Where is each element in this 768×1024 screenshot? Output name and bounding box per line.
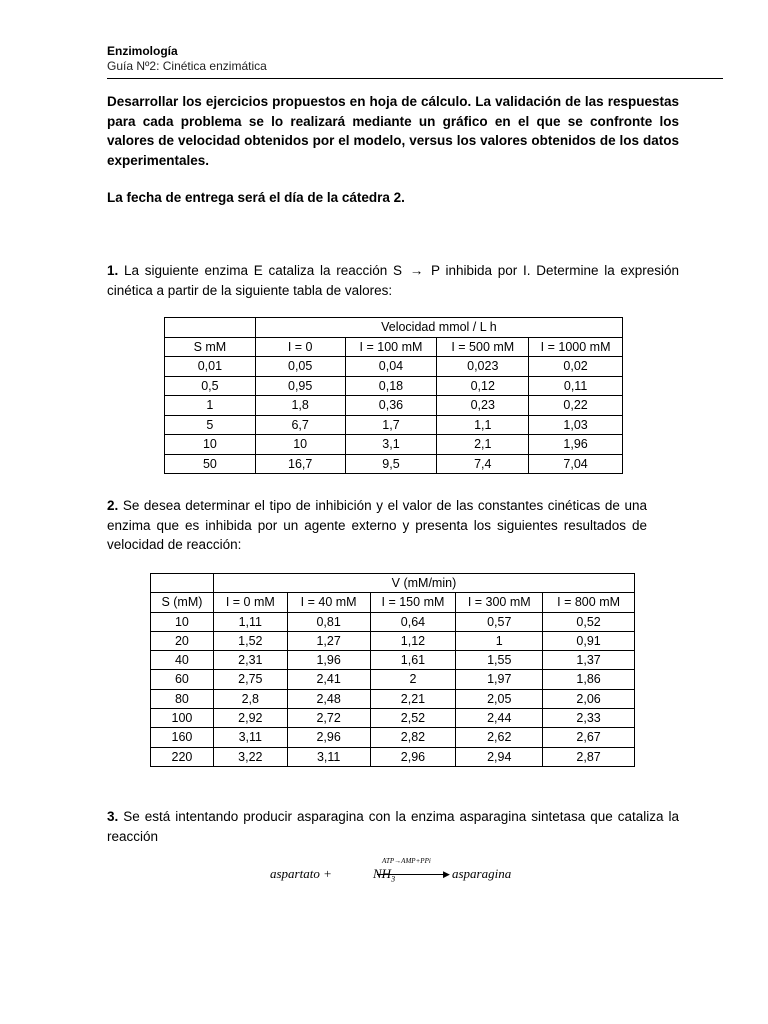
document-subtitle: Guía Nº2: Cinética enzimática	[107, 59, 267, 73]
table-cell: 0,04	[345, 357, 437, 377]
reaction-arrow-head-icon: ▶	[443, 869, 450, 879]
table-cell: 1,7	[345, 415, 437, 435]
table-cell: 0,12	[437, 376, 529, 396]
table-cell: 1,11	[213, 612, 287, 631]
table-cell: 1	[165, 396, 256, 416]
column-header: S mM	[165, 337, 256, 357]
table-cell: 1,27	[287, 631, 370, 650]
table-corner-cell	[151, 574, 214, 593]
table-cell: 7,4	[437, 454, 529, 474]
exercise-2-number: 2.	[107, 498, 119, 513]
table-cell: 160	[151, 728, 214, 747]
table-cell: 60	[151, 670, 214, 689]
table-cell: 1,96	[529, 435, 623, 455]
table-cell: 2,75	[213, 670, 287, 689]
table-cell: 2,67	[543, 728, 635, 747]
table-cell: 1	[456, 631, 543, 650]
table-group-header: V (mM/min)	[213, 574, 634, 593]
table-cell: 0,5	[165, 376, 256, 396]
table-cell: 220	[151, 747, 214, 766]
table-cell: 2,87	[543, 747, 635, 766]
column-header: I = 100 mM	[345, 337, 437, 357]
table-cell: 2,06	[543, 689, 635, 708]
ammonia-symbol: NH	[373, 866, 392, 881]
table-cell: 9,5	[345, 454, 437, 474]
column-header: I = 1000 mM	[529, 337, 623, 357]
table-cell: 5	[165, 415, 256, 435]
table-cell: 2,33	[543, 709, 635, 728]
table-cell: 1,52	[213, 631, 287, 650]
table-row	[151, 747, 635, 766]
column-header: I = 800 mM	[543, 593, 635, 612]
header-divider	[107, 78, 723, 79]
table-cell: 1,86	[543, 670, 635, 689]
table-cell: 2,96	[370, 747, 456, 766]
table-row	[165, 357, 623, 377]
table-cell: 2,8	[213, 689, 287, 708]
equation-arrow-label: ATP→AMP+PPi	[382, 857, 431, 865]
table-cell: 2,21	[370, 689, 456, 708]
column-header: I = 300 mM	[456, 593, 543, 612]
ammonia-subscript: 3	[391, 874, 396, 884]
table-cell: 40	[151, 651, 214, 670]
reaction-equation	[270, 857, 570, 886]
table-cell: 0,023	[437, 357, 529, 377]
table-cell: 1,12	[370, 631, 456, 650]
table-cell: 0,01	[165, 357, 256, 377]
table-cell: 1,1	[437, 415, 529, 435]
table-row	[165, 415, 623, 435]
table-cell: 2,72	[287, 709, 370, 728]
exercise-1-number: 1.	[107, 263, 119, 278]
exercise-3-statement	[107, 807, 679, 846]
table-cell: 1,97	[456, 670, 543, 689]
table-cell: 0,95	[255, 376, 345, 396]
table-cell: 0,57	[456, 612, 543, 631]
table-row	[151, 670, 635, 689]
table-cell: 2,92	[213, 709, 287, 728]
table-cell: 2,05	[456, 689, 543, 708]
table-cell: 0,22	[529, 396, 623, 416]
reaction-arrow-shaft	[377, 874, 445, 875]
column-header: I = 500 mM	[437, 337, 529, 357]
table-cell: 3,22	[213, 747, 287, 766]
table-cell: 0,36	[345, 396, 437, 416]
table-row	[165, 435, 623, 455]
exercise-2-text: Se desea determinar el tipo de inhibición y el valor de las constantes cinéticas de una enzima que es inhibida por un agente externo y presenta los siguientes resultados de velocidad de reacción:	[107, 498, 647, 552]
table-cell: 2,41	[287, 670, 370, 689]
column-header: I = 150 mM	[370, 593, 456, 612]
table-cell: 3,11	[287, 747, 370, 766]
table-cell: 1,96	[287, 651, 370, 670]
table-row	[165, 396, 623, 416]
table-row	[151, 631, 635, 650]
table-cell: 0,52	[543, 612, 635, 631]
table-cell: 2,94	[456, 747, 543, 766]
table-row	[151, 709, 635, 728]
column-header: S (mM)	[151, 593, 214, 612]
instructions-paragraph: Desarrollar los ejercicios propuestos en hoja de cálculo. La validación de las respuestas para cada problema se lo realizará mediante un gráfico en el que se confronte los valores de velocidad obtenidos por el modelo, versus los valores obtenidos de los datos experimentales.	[107, 94, 679, 168]
table-cell: 2,96	[287, 728, 370, 747]
table-cell: 7,04	[529, 454, 623, 474]
right-arrow-icon: →	[409, 263, 424, 278]
table-cell: 20	[151, 631, 214, 650]
table-row	[165, 376, 623, 396]
document-title: Enzimología	[107, 44, 178, 58]
equation-reactant: aspartato +	[270, 866, 332, 881]
table-cell: 1,55	[456, 651, 543, 670]
exercise-1-statement	[107, 261, 679, 300]
table-cell: 2,1	[437, 435, 529, 455]
table-cell: 2	[370, 670, 456, 689]
table-row	[151, 728, 635, 747]
table-cell: 3,1	[345, 435, 437, 455]
table-cell: 1,61	[370, 651, 456, 670]
table-exercise-2	[150, 573, 635, 767]
table-cell: 0,64	[370, 612, 456, 631]
equation-product: asparagina	[452, 866, 512, 881]
table-cell: 2,44	[456, 709, 543, 728]
table-cell: 0,18	[345, 376, 437, 396]
table-cell: 0,05	[255, 357, 345, 377]
table-cell: 3,11	[213, 728, 287, 747]
table-cell: 6,7	[255, 415, 345, 435]
table-row	[165, 454, 623, 474]
exercise-1-text-b: P inhibida por I. Determine la expresión cinética a partir de la siguiente tabla de valores:	[107, 263, 679, 298]
column-header: I = 40 mM	[287, 593, 370, 612]
table-cell: 2,52	[370, 709, 456, 728]
exercise-2-statement	[107, 496, 647, 555]
table-cell: 50	[165, 454, 256, 474]
table-cell: 16,7	[255, 454, 345, 474]
table-cell: 0,23	[437, 396, 529, 416]
table-corner-cell	[165, 318, 256, 338]
table-cell: 2,31	[213, 651, 287, 670]
column-header: I = 0	[255, 337, 345, 357]
table-exercise-1	[164, 317, 623, 474]
page-header	[107, 44, 723, 74]
table-cell: 0,11	[529, 376, 623, 396]
deadline-paragraph: La fecha de entrega será el día de la cátedra 2.	[107, 190, 405, 205]
table-cell: 2,62	[456, 728, 543, 747]
table-group-header: Velocidad mmol / L h	[255, 318, 622, 338]
table-cell: 1,8	[255, 396, 345, 416]
table-cell: 10	[151, 612, 214, 631]
table-row	[151, 689, 635, 708]
exercise-1-text-a: La siguiente enzima E cataliza la reacción S	[124, 263, 402, 278]
table-cell: 0,02	[529, 357, 623, 377]
column-header: I = 0 mM	[213, 593, 287, 612]
table-cell: 100	[151, 709, 214, 728]
table-cell: 10	[165, 435, 256, 455]
table-cell: 80	[151, 689, 214, 708]
table-row	[151, 612, 635, 631]
table-cell: 10	[255, 435, 345, 455]
exercise-3-text: Se está intentando producir asparagina con la enzima asparagina sintetasa que cataliza la reacción	[107, 809, 679, 844]
table-cell: 1,37	[543, 651, 635, 670]
table-cell: 0,91	[543, 631, 635, 650]
table-cell: 2,48	[287, 689, 370, 708]
table-row	[151, 651, 635, 670]
table-cell: 2,82	[370, 728, 456, 747]
exercise-3-number: 3.	[107, 809, 119, 824]
table-cell: 1,03	[529, 415, 623, 435]
table-cell: 0,81	[287, 612, 370, 631]
